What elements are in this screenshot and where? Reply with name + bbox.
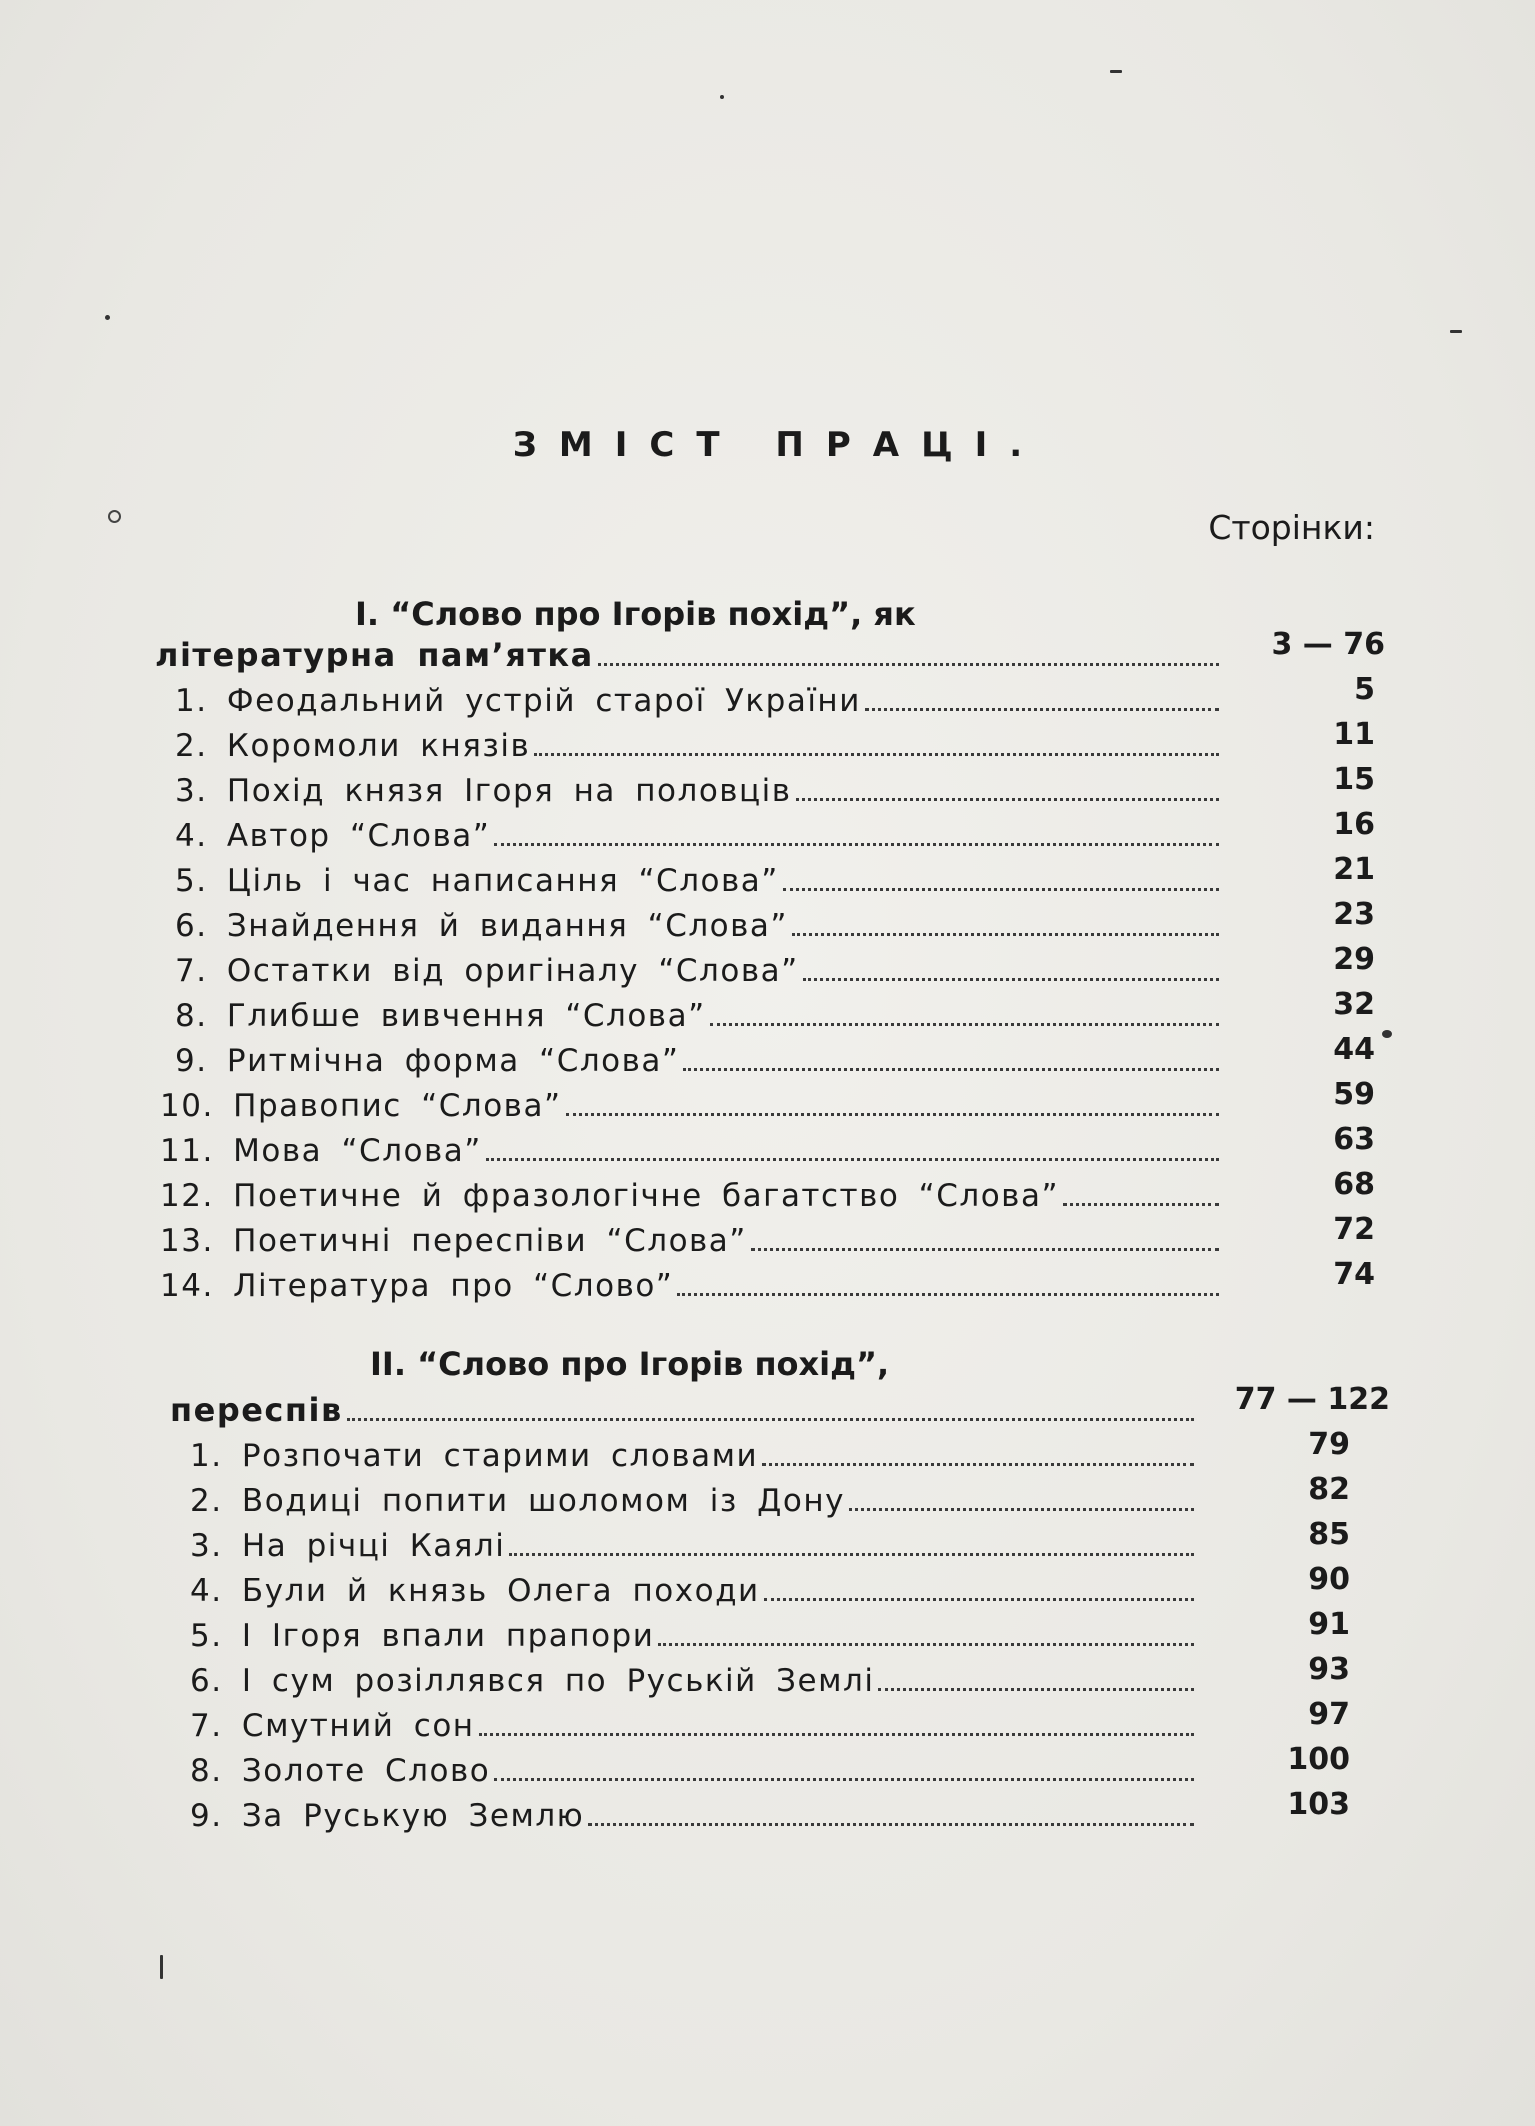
toc-item-label: 14. Література про “Слово”	[160, 1268, 674, 1304]
leader-dots	[710, 1023, 1219, 1026]
toc-item-page: 79	[1308, 1427, 1350, 1462]
toc-item[interactable]	[175, 717, 1375, 764]
toc-item[interactable]	[175, 852, 1375, 899]
toc-item[interactable]	[160, 1167, 1375, 1214]
toc-item-page: 16	[1333, 807, 1375, 842]
leader-dots	[849, 1508, 1194, 1511]
toc-item[interactable]	[190, 1652, 1350, 1699]
leader-dots	[566, 1113, 1219, 1116]
leader-dots	[486, 1158, 1219, 1161]
leader-dots	[588, 1823, 1194, 1826]
toc-item-page: 97	[1308, 1697, 1350, 1732]
section-2-title: переспів	[170, 1391, 343, 1429]
toc-item-page: 11	[1333, 717, 1375, 752]
toc-item-label: 7. Остатки від оригіналу “Слова”	[175, 953, 799, 989]
toc-item-label: 1. Розпочати старими словами	[190, 1438, 759, 1474]
leader-dots	[598, 663, 1219, 666]
toc-item-page: 100	[1287, 1742, 1350, 1777]
toc-item[interactable]	[175, 1032, 1375, 1079]
toc-item[interactable]	[190, 1427, 1350, 1474]
toc-item-page: 85	[1308, 1517, 1350, 1552]
toc-item-page: 63	[1333, 1122, 1375, 1157]
toc-item-page: 103	[1287, 1787, 1350, 1822]
leader-dots	[878, 1688, 1194, 1691]
toc-item[interactable]	[175, 672, 1375, 719]
toc-item-label: 3. На річці Каялі	[190, 1528, 506, 1564]
section-1-pages: 3 — 76	[1271, 627, 1385, 662]
leader-dots	[677, 1293, 1219, 1296]
toc-item-label: 2. Водиці попити шоломом із Дону	[190, 1483, 845, 1519]
toc-item-page: 90	[1308, 1562, 1350, 1597]
toc-item-page: 74	[1333, 1257, 1375, 1292]
toc-item[interactable]	[175, 897, 1375, 944]
paper-speck	[1110, 70, 1122, 73]
pages-column-label: Сторінки:	[1208, 508, 1375, 547]
toc-item-label: 13. Поетичні переспіви “Слова”	[160, 1223, 747, 1259]
toc-item-label: 5. Ціль і час написання “Слова”	[175, 863, 779, 899]
toc-item-label: 6. Знайдення й видання “Слова”	[175, 908, 788, 944]
toc-item-page: 44	[1333, 1032, 1375, 1067]
toc-item-label: 10. Правопис “Слова”	[160, 1088, 562, 1124]
toc-item[interactable]	[190, 1787, 1350, 1834]
toc-item-page: 68	[1333, 1167, 1375, 1202]
toc-item-page: 82	[1308, 1472, 1350, 1507]
toc-item[interactable]	[190, 1607, 1350, 1654]
toc-item[interactable]	[190, 1742, 1350, 1789]
paper-speck	[720, 95, 724, 99]
leader-dots	[1063, 1203, 1219, 1206]
toc-item-label: 8. Глибше вивчення “Слова”	[175, 998, 706, 1034]
leader-dots	[683, 1068, 1219, 1071]
leader-dots	[494, 1778, 1194, 1781]
toc-item[interactable]	[160, 1122, 1375, 1169]
toc-item-page: 32	[1333, 987, 1375, 1022]
toc-item-label: 6. І сум розіллявся по Руській Землі	[190, 1663, 875, 1699]
toc-item-label: 12. Поетичне й фразологічне багатство “Слова”	[160, 1178, 1059, 1214]
leader-dots	[764, 1598, 1194, 1601]
toc-item-label: 9. Ритмічна форма “Слова”	[175, 1043, 680, 1079]
section-1-entry[interactable]	[155, 627, 1385, 674]
toc-item[interactable]	[160, 1212, 1375, 1259]
toc-item-label: 1. Феодальний устрій старої України	[175, 683, 861, 719]
leader-dots	[803, 978, 1219, 981]
toc-item-page: 93	[1308, 1652, 1350, 1687]
page-title: ЗМІСТ ПРАЦІ.	[512, 425, 1045, 465]
leader-dots	[796, 798, 1219, 801]
leader-dots	[865, 708, 1219, 711]
toc-item[interactable]	[175, 762, 1375, 809]
leader-dots	[479, 1733, 1194, 1736]
section-1-title: літературна пам’ятка	[155, 636, 594, 674]
toc-item-label: 4. Були й князь Олега походи	[190, 1573, 760, 1609]
leader-dots	[494, 843, 1219, 846]
paper-speck	[1382, 1030, 1392, 1038]
toc-item-label: 7. Смутний сон	[190, 1708, 475, 1744]
toc-item[interactable]	[175, 807, 1375, 854]
leader-dots	[751, 1248, 1219, 1251]
leader-dots	[509, 1553, 1194, 1556]
toc-item[interactable]	[190, 1517, 1350, 1564]
toc-item-page: 5	[1354, 672, 1375, 707]
toc-item-page: 59	[1333, 1077, 1375, 1112]
leader-dots	[762, 1463, 1194, 1466]
paper-speck	[108, 510, 121, 523]
toc-item-label: 8. Золоте Слово	[190, 1753, 491, 1789]
toc-item[interactable]	[175, 987, 1375, 1034]
toc-item-label: 9. За Руськую Землю	[190, 1798, 585, 1834]
toc-item-label: 2. Коромоли князів	[175, 728, 531, 764]
toc-item[interactable]	[160, 1257, 1375, 1304]
paper-speck	[105, 315, 110, 320]
leader-dots	[792, 933, 1219, 936]
leader-dots	[783, 888, 1219, 891]
section-2-heading: ІІ. “Слово про Ігорів похід”,	[370, 1345, 890, 1383]
toc-item-page: 29	[1333, 942, 1375, 977]
toc-item-page: 72	[1333, 1212, 1375, 1247]
toc-item[interactable]	[190, 1697, 1350, 1744]
section-2-entry[interactable]	[170, 1382, 1390, 1429]
toc-item[interactable]	[175, 942, 1375, 989]
toc-item[interactable]	[190, 1562, 1350, 1609]
toc-item-page: 15	[1333, 762, 1375, 797]
leader-dots	[658, 1643, 1194, 1646]
leader-dots	[534, 753, 1219, 756]
section-2-pages: 77 — 122	[1234, 1382, 1390, 1417]
toc-item[interactable]	[160, 1077, 1375, 1124]
paper-speck	[160, 1955, 163, 1979]
toc-item-label: 11. Мова “Слова”	[160, 1133, 482, 1169]
toc-item-label: 4. Автор “Слова”	[175, 818, 491, 854]
toc-item-label: 5. І Ігоря впали прапори	[190, 1618, 655, 1654]
toc-item[interactable]	[190, 1472, 1350, 1519]
toc-item-page: 23	[1333, 897, 1375, 932]
toc-item-label: 3. Похід князя Ігоря на половців	[175, 773, 792, 809]
toc-item-page: 91	[1308, 1607, 1350, 1642]
leader-dots	[347, 1418, 1194, 1421]
paper-speck	[1450, 330, 1462, 333]
section-1-heading: І. “Слово про Ігорів похід”, як	[355, 595, 916, 633]
toc-item-page: 21	[1333, 852, 1375, 887]
